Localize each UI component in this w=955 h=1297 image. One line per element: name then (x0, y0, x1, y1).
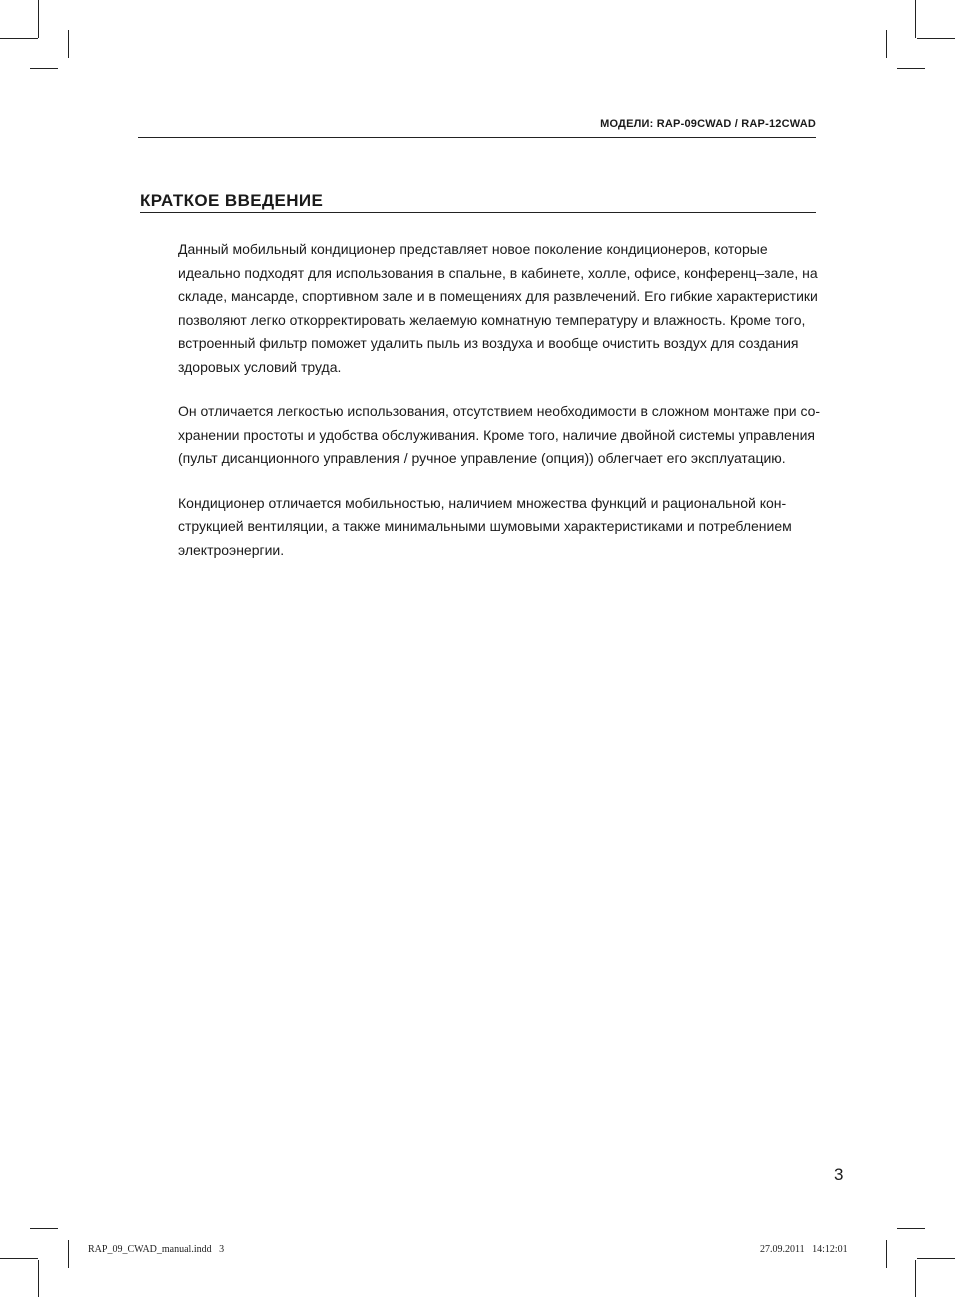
crop-mark-bottom-left-outer-horizontal (0, 1258, 38, 1259)
text-line: хранении простоты и удобства обслуживания. Кроме того, наличие двойной системы управления (178, 426, 815, 443)
crop-mark-bottom-left-horizontal (30, 1228, 58, 1229)
section-title-underline (140, 212, 816, 213)
print-slug-filename: RAP_09_CWAD_manual.indd 3 (88, 1244, 225, 1255)
crop-mark-top-right-inner-horizontal (897, 68, 925, 69)
text-line: позволяют легко откорректировать желаемую комнатную температуру и влажность. Кроме того, (178, 311, 806, 328)
paragraph-intro (178, 238, 818, 379)
text-line: складе, мансарде, спортивном зале и в помещениях для развлечений. Его гибкие характеристики (178, 288, 818, 304)
text-line: Он отличается легкостью использования, отсутствием необходимости в сложном монтаже при со- (178, 403, 821, 419)
text-line: Данный мобильный кондиционер представляет новое поколение кондиционеров, которые (178, 241, 768, 257)
section-title: КРАТКОЕ ВВЕДЕНИЕ (140, 191, 324, 210)
crop-mark-top-left-horizontal (0, 38, 38, 39)
text-line: (пульт дисанционного управления / ручное управление (опция)) облегчает его эксплуатацию. (178, 450, 786, 466)
crop-mark-bottom-right-outer-horizontal (917, 1258, 955, 1259)
paragraph-mobility (178, 492, 818, 563)
crop-mark-top-left-inner-horizontal (30, 68, 58, 69)
text-line: струкцией вентиляции, а также минимальными шумовыми характеристиками и потреблением (178, 518, 792, 534)
text-line: идеально подходят для использования в спальне, в кабинете, холле, офисе, конференц–зале, на (178, 264, 818, 281)
body-text (178, 238, 821, 583)
crop-mark-bottom-right-inner-vertical (886, 1240, 887, 1268)
print-slug-timestamp: 27.09.2011 14:12:01 (760, 1244, 848, 1255)
text-line: здоровых условий труда. (178, 358, 342, 375)
page-number: 3 (834, 1165, 844, 1184)
crop-mark-top-right-vertical (915, 0, 916, 38)
paragraph-ease-of-use (178, 400, 821, 471)
crop-mark-bottom-left-inner-vertical (68, 1240, 69, 1268)
crop-mark-top-left-inner-vertical (68, 30, 69, 58)
text-line: встроенный фильтр поможет удалить пыль из воздуха и вообще очистить воздух для создания (178, 335, 799, 351)
crop-mark-top-right-horizontal (917, 38, 955, 39)
crop-mark-bottom-left-outer-vertical (38, 1260, 39, 1297)
text-line: электроэнергии. (178, 541, 285, 558)
running-header-models: МОДЕЛИ: RAP-09CWAD / RAP-12CWAD (600, 118, 816, 130)
crop-mark-top-left-vertical (38, 0, 39, 38)
header-divider (138, 137, 816, 138)
text-line: Кондиционер отличается мобильностью, наличием множества функций и рациональной кон- (178, 494, 787, 511)
crop-mark-top-right-inner-vertical (886, 30, 887, 58)
crop-mark-bottom-right-horizontal (897, 1228, 925, 1229)
crop-mark-bottom-right-outer-vertical (915, 1260, 916, 1297)
